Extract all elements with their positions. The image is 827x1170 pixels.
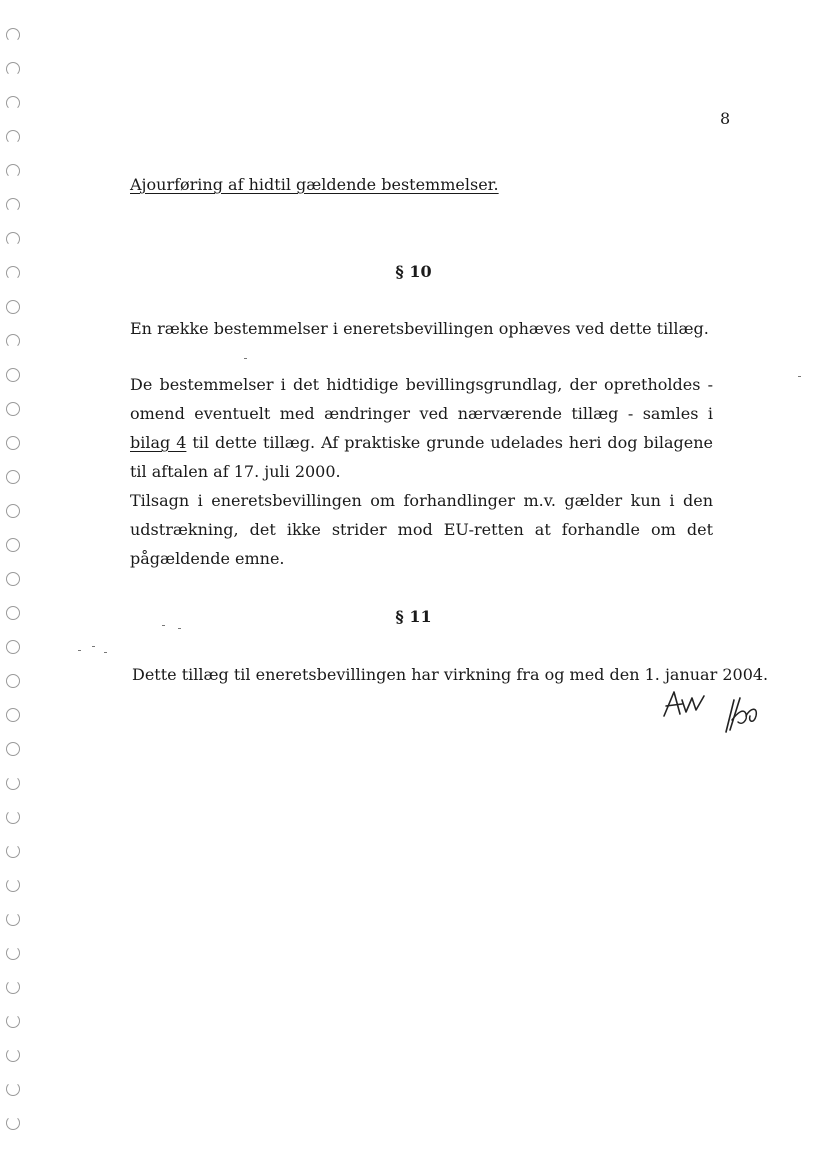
scan-speck — [244, 358, 247, 359]
section-10-paragraph-2 — [130, 370, 713, 486]
binder-hole — [6, 470, 20, 484]
bilag-4-reference: bilag 4 — [130, 433, 187, 452]
binder-hole — [6, 130, 20, 144]
binder-hole — [6, 844, 20, 858]
binder-hole — [6, 708, 20, 722]
binder-hole — [6, 96, 20, 110]
binder-hole — [6, 164, 20, 178]
binder-hole — [6, 1082, 20, 1096]
binder-hole — [6, 878, 20, 892]
page-number: 8 — [720, 109, 731, 128]
binder-hole — [6, 946, 20, 960]
binder-hole — [6, 810, 20, 824]
binder-hole — [6, 504, 20, 518]
binder-hole — [6, 572, 20, 586]
binder-hole — [6, 640, 20, 654]
binder-hole — [6, 776, 20, 790]
section-11-title: § 11 — [395, 607, 432, 626]
binder-holes — [6, 28, 26, 1148]
scan-speck — [162, 625, 165, 626]
binder-hole — [6, 402, 20, 416]
paragraph-2-text-start: De bestemmelser i det hidtidige bevillingsgrundlag, der opretholdes - omend eventuelt med ændringer ved nærværende tillæg - samles i — [130, 375, 713, 423]
scan-speck — [92, 646, 95, 647]
section-10-paragraph-3: Tilsagn i eneretsbevillingen om forhandlinger m.v. gælder kun i den udstrækning, det ikke strider mod EU-retten at forhandle om det pågældende emne. — [130, 491, 713, 568]
scan-speck — [104, 652, 107, 653]
scan-speck — [798, 376, 801, 377]
binder-hole — [6, 232, 20, 246]
binder-hole — [6, 62, 20, 76]
binder-hole — [6, 980, 20, 994]
binder-hole — [6, 300, 20, 314]
binder-hole — [6, 334, 20, 348]
binder-hole — [6, 538, 20, 552]
binder-hole — [6, 742, 20, 756]
binder-hole — [6, 674, 20, 688]
scan-speck — [78, 650, 81, 651]
paragraph-2-text-end: til dette tillæg. Af praktiske grunde udelades heri dog bilagene til aftalen af 17. juli 2000. — [130, 433, 713, 481]
binder-hole — [6, 28, 20, 42]
scan-speck — [178, 628, 181, 629]
binder-hole — [6, 1014, 20, 1028]
binder-hole — [6, 436, 20, 450]
handwritten-initials-signature — [660, 684, 770, 740]
binder-hole — [6, 198, 20, 212]
binder-hole — [6, 1048, 20, 1062]
binder-hole — [6, 912, 20, 926]
binder-hole — [6, 368, 20, 382]
section-10-title: § 10 — [395, 262, 432, 281]
binder-hole — [6, 1116, 20, 1130]
page-heading: Ajourføring af hidtil gældende bestemmelser. — [130, 175, 499, 194]
section-10-paragraph-1: En række bestemmelser i eneretsbevillingen ophæves ved dette tillæg. — [130, 319, 709, 338]
section-11-paragraph-1: Dette tillæg til eneretsbevillingen har virkning fra og med den 1. januar 2004. — [132, 665, 769, 684]
